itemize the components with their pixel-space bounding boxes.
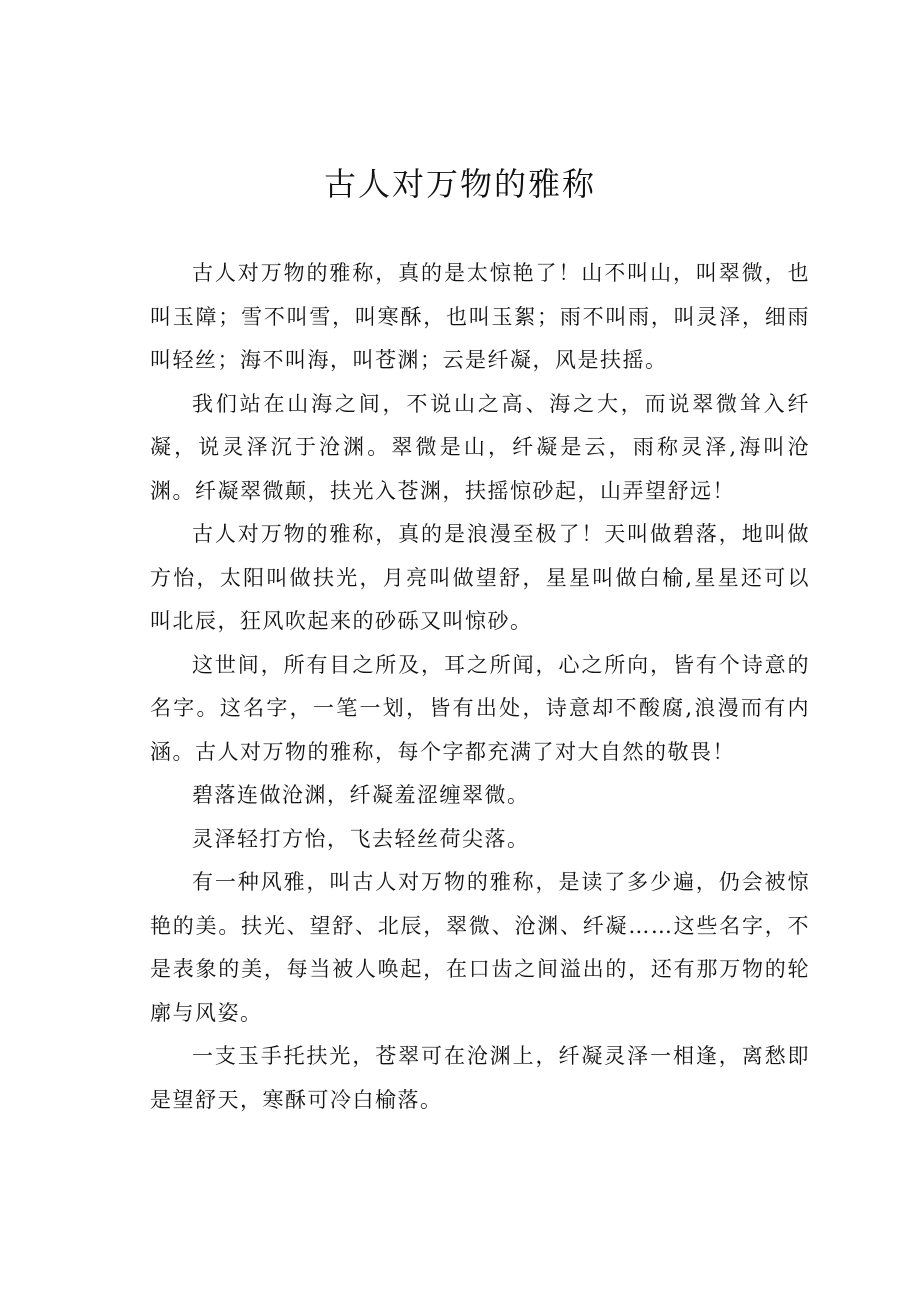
document-title: 古人对万物的雅称 (323, 165, 596, 203)
paragraph-1: 古人对万物的雅称，真的是太惊艳了！山不叫山，叫翠微，也叫玉障；雪不叫雪，叫寒酥，也叫玉絮；雨不叫雨，叫灵泽，细雨叫轻丝；海不叫海，叫苍渊；云是纤凝，风是扶摇。 (150, 261, 810, 372)
paragraph-3: 古人对万物的雅称，真的是浪漫至极了！天叫做碧落，地叫做方怡，太阳叫做扶光，月亮叫做望舒，星星叫做白榆,星星还可以叫北辰，狂风吹起来的砂砾又叫惊砂。 (150, 522, 810, 633)
poem-line-2: 灵泽轻打方怡，飞去轻丝荷尖落。 (192, 826, 530, 851)
document-body (150, 252, 810, 1122)
paragraph-5: 有一种风雅，叫古人对万物的雅称，是读了多少遍，仍会被惊艳的美。扶光、望舒、北辰，翠微、沧渊、纤凝……这些名字，不是表象的美，每当被人唤起，在口齿之间溢出的，还有那万物的轮廓与风姿。 (150, 870, 810, 1025)
paragraph-4: 这世间，所有目之所及，耳之所闻，心之所向，皆有个诗意的名字。这名字，一笔一划，皆有出处，诗意却不酸腐,浪漫而有内涵。古人对万物的雅称，每个字都充满了对大自然的敬畏！ (150, 652, 810, 764)
paragraph-6: 一支玉手托扶光，苍翠可在沧渊上，纤凝灵泽一相逢，离愁即是望舒天，寒酥可冷白榆落。 (150, 1044, 810, 1112)
poem-line-1: 碧落连做沧渊，纤凝羞涩缠翠微。 (192, 783, 530, 807)
paragraph-2: 我们站在山海之间，不说山之高、海之大，而说翠微耸入纤凝，说灵泽沉于沧渊。翠微是山，纤凝是云，雨称灵泽,海叫沧渊。纤凝翠微颠，扶光入苍渊，扶摇惊砂起，山弄望舒远！ (150, 391, 810, 503)
